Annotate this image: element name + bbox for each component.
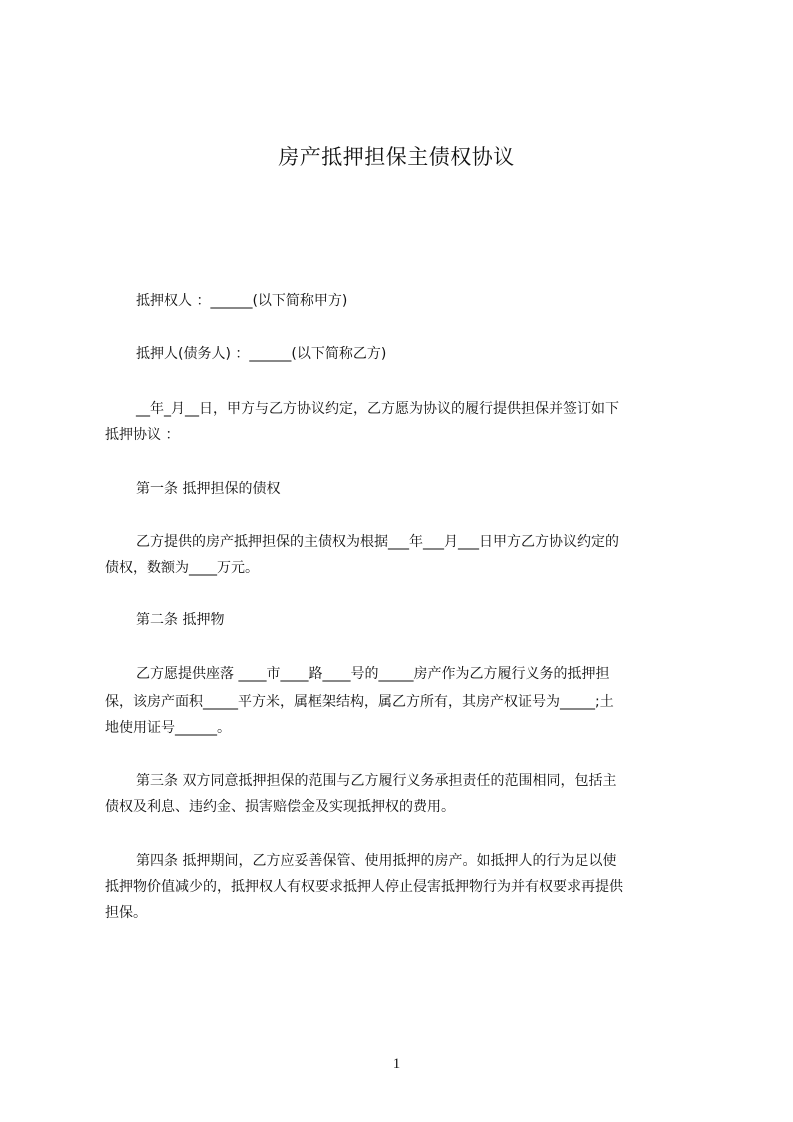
article2-line: 地使用证号______。 (105, 720, 231, 736)
party-b-line: 抵押人(债务人) ：______(以下简称乙方) (136, 346, 387, 362)
article1-heading: 第一条 抵押担保的债权 (136, 481, 281, 497)
document-title: 房产抵押担保主债权协议 (278, 145, 515, 169)
party-a-line: 抵押权人 ：______(以下简称甲方) (136, 293, 348, 309)
article2-line: 保，该房产面积_____平方米，属框架结构，属乙方所有，其房产权证号为_____;土 (105, 694, 614, 710)
page-number: 1 (392, 1056, 401, 1072)
article2-heading: 第二条 抵押物 (136, 612, 225, 628)
article4-line: 抵押物价值减少的，抵押权人有权要求抵押人停止侵害抵押物行为并有权要求再提供 (105, 879, 623, 895)
article1-line: 债权，数额为____万元。 (105, 560, 259, 576)
article2-line: 乙方愿提供座落 ____市____路____号的_____房产作为乙方履行义务的抵押担 (136, 666, 610, 682)
article3-line: 第三条 双方同意抵押担保的范围与乙方履行义务承担责任的范围相同，包括主 (136, 773, 617, 789)
intro-line: 抵押协议 ： (105, 427, 180, 443)
article4-line: 第四条 抵押期间，乙方应妥善保管、使用抵押的房产。如抵押人的行为足以使 (136, 853, 617, 869)
article4-line: 担保。 (105, 905, 147, 921)
intro-line: __年_月__日，甲方与乙方协议约定，乙方愿为协议的履行提供担保并签订如下 (136, 401, 619, 417)
article1-line: 乙方提供的房产抵押担保的主债权为根据___年___月___日甲方乙方协议约定的 (136, 534, 619, 550)
article3-line: 债权及利息、违约金、损害赔偿金及实现抵押权的费用。 (105, 799, 455, 815)
